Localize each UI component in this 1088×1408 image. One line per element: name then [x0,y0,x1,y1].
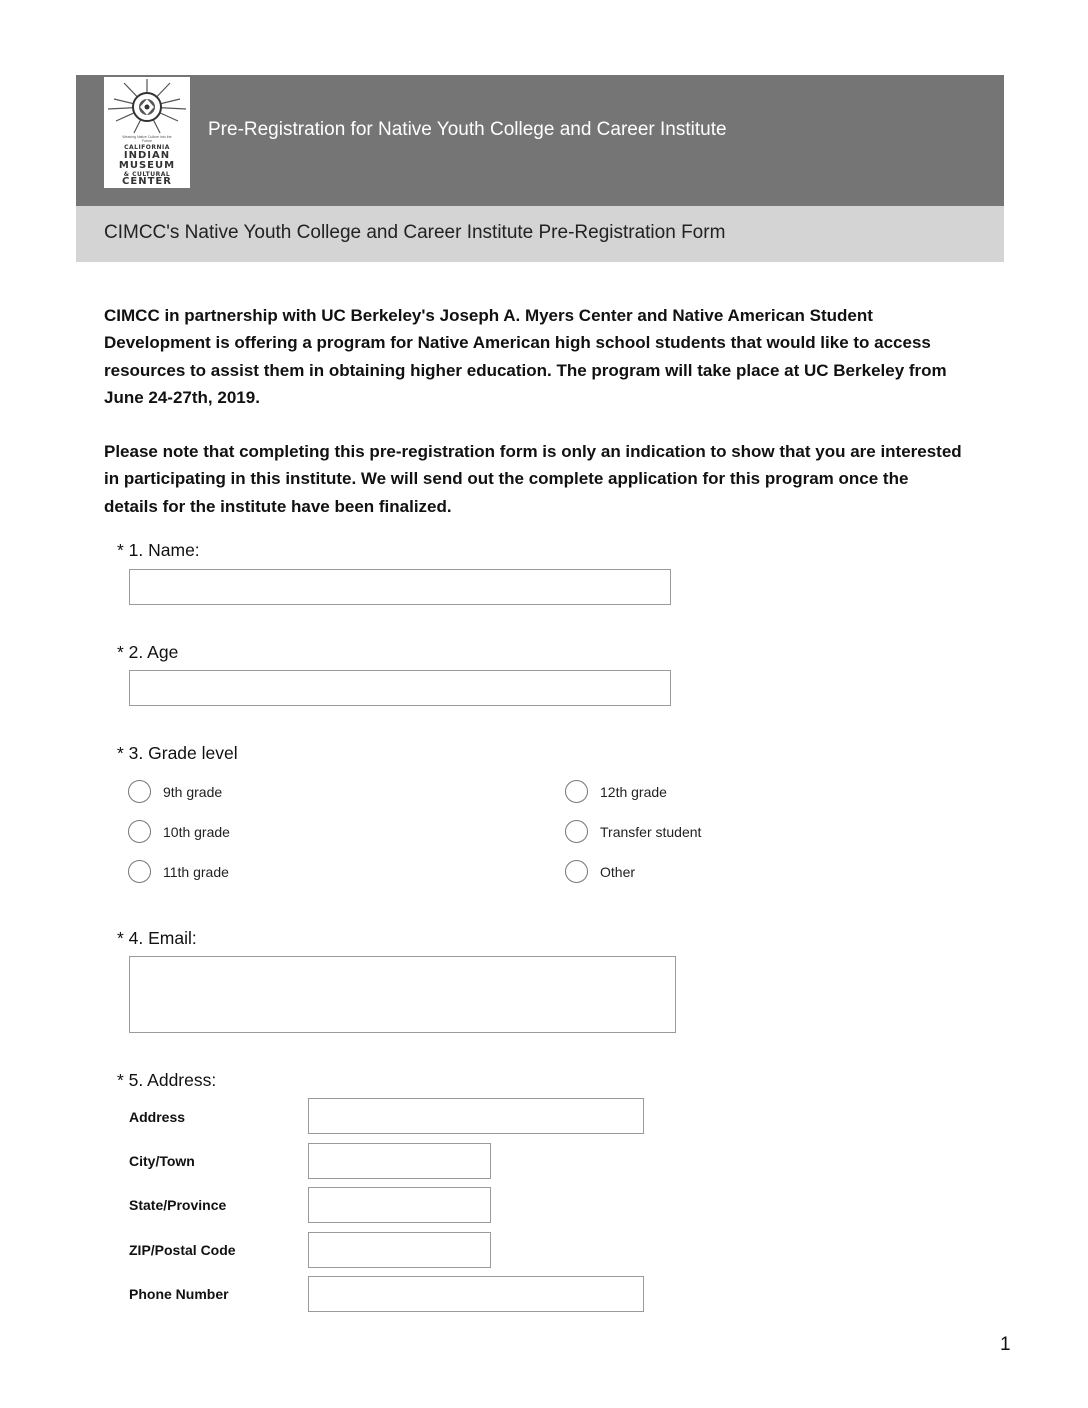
logo-tagline: Weaving Native Culture into the Future [122,135,172,143]
question-name-label: * 1. Name: [117,540,200,560]
name-input[interactable] [129,569,671,605]
question-address-label: * 5. Address: [117,1070,217,1090]
age-input[interactable] [129,670,671,706]
grade-option-11th[interactable] [128,860,229,883]
radio-button[interactable] [565,780,588,803]
grade-option-10th[interactable] [128,820,230,843]
zip-field-label: ZIP/Postal Code [129,1242,236,1258]
state-input[interactable] [308,1187,491,1223]
page-number: 1 [1000,1334,1011,1355]
city-field-label: City/Town [129,1153,195,1169]
logo-line-5: CENTER [122,176,172,187]
phone-field-label: Phone Number [129,1286,229,1302]
grade-option-label: 11th grade [163,863,229,880]
email-input[interactable] [129,956,676,1033]
subheader-bar [76,206,1004,262]
sun-emblem-icon [104,77,190,137]
grade-option-label: 12th grade [600,783,667,800]
logo-line-4: & CULTURAL [123,171,171,178]
grade-option-label: Transfer student [600,823,702,840]
header-bar [76,75,1004,206]
grade-option-label: Other [600,863,636,880]
radio-button[interactable] [128,780,151,803]
radio-button[interactable] [128,860,151,883]
radio-button[interactable] [128,820,151,843]
grade-option-9th[interactable] [128,780,222,803]
phone-input[interactable] [308,1276,644,1312]
intro-paragraph-1: CIMCC in partnership with UC Berkeley's Joseph A. Myers Center and Native American Student Development is offering a program for Native American high school students that would like to access resources to assist them in obtaining higher education. The program will take place at UC Berkeley from June 24-27th, 2019. [104,306,947,407]
museum-logo [104,77,190,188]
grade-option-other[interactable] [565,860,635,883]
zip-input[interactable] [308,1232,491,1268]
grade-option-label: 10th grade [163,823,230,840]
grade-option-12th[interactable] [565,780,667,803]
question-age-label: * 2. Age [117,642,179,662]
logo-line-1: CALIFORNIA [124,144,170,151]
radio-button[interactable] [565,820,588,843]
intro-paragraph-2: Please note that completing this pre-registration form is only an indication to show that you are interested in participating in this institute. We will send out the complete application for this program once the details for the institute have been finalized. [104,442,962,516]
form-title: CIMCC's Native Youth College and Career Institute Pre-Registration Form [104,222,726,243]
logo-line-3: MUSEUM [118,160,176,171]
address-field-label: Address [129,1109,186,1125]
question-grade-label: * 3. Grade level [117,743,238,763]
grade-option-transfer[interactable] [565,820,701,843]
city-input[interactable] [308,1143,491,1179]
page-title: Pre-Registration for Native Youth College and Career Institute [208,119,727,140]
radio-button[interactable] [565,860,588,883]
address-input[interactable] [308,1098,644,1134]
state-field-label: State/Province [129,1197,227,1213]
logo-line-2: INDIAN [123,150,171,161]
question-email-label: * 4. Email: [117,928,197,948]
grade-option-label: 9th grade [163,783,223,800]
